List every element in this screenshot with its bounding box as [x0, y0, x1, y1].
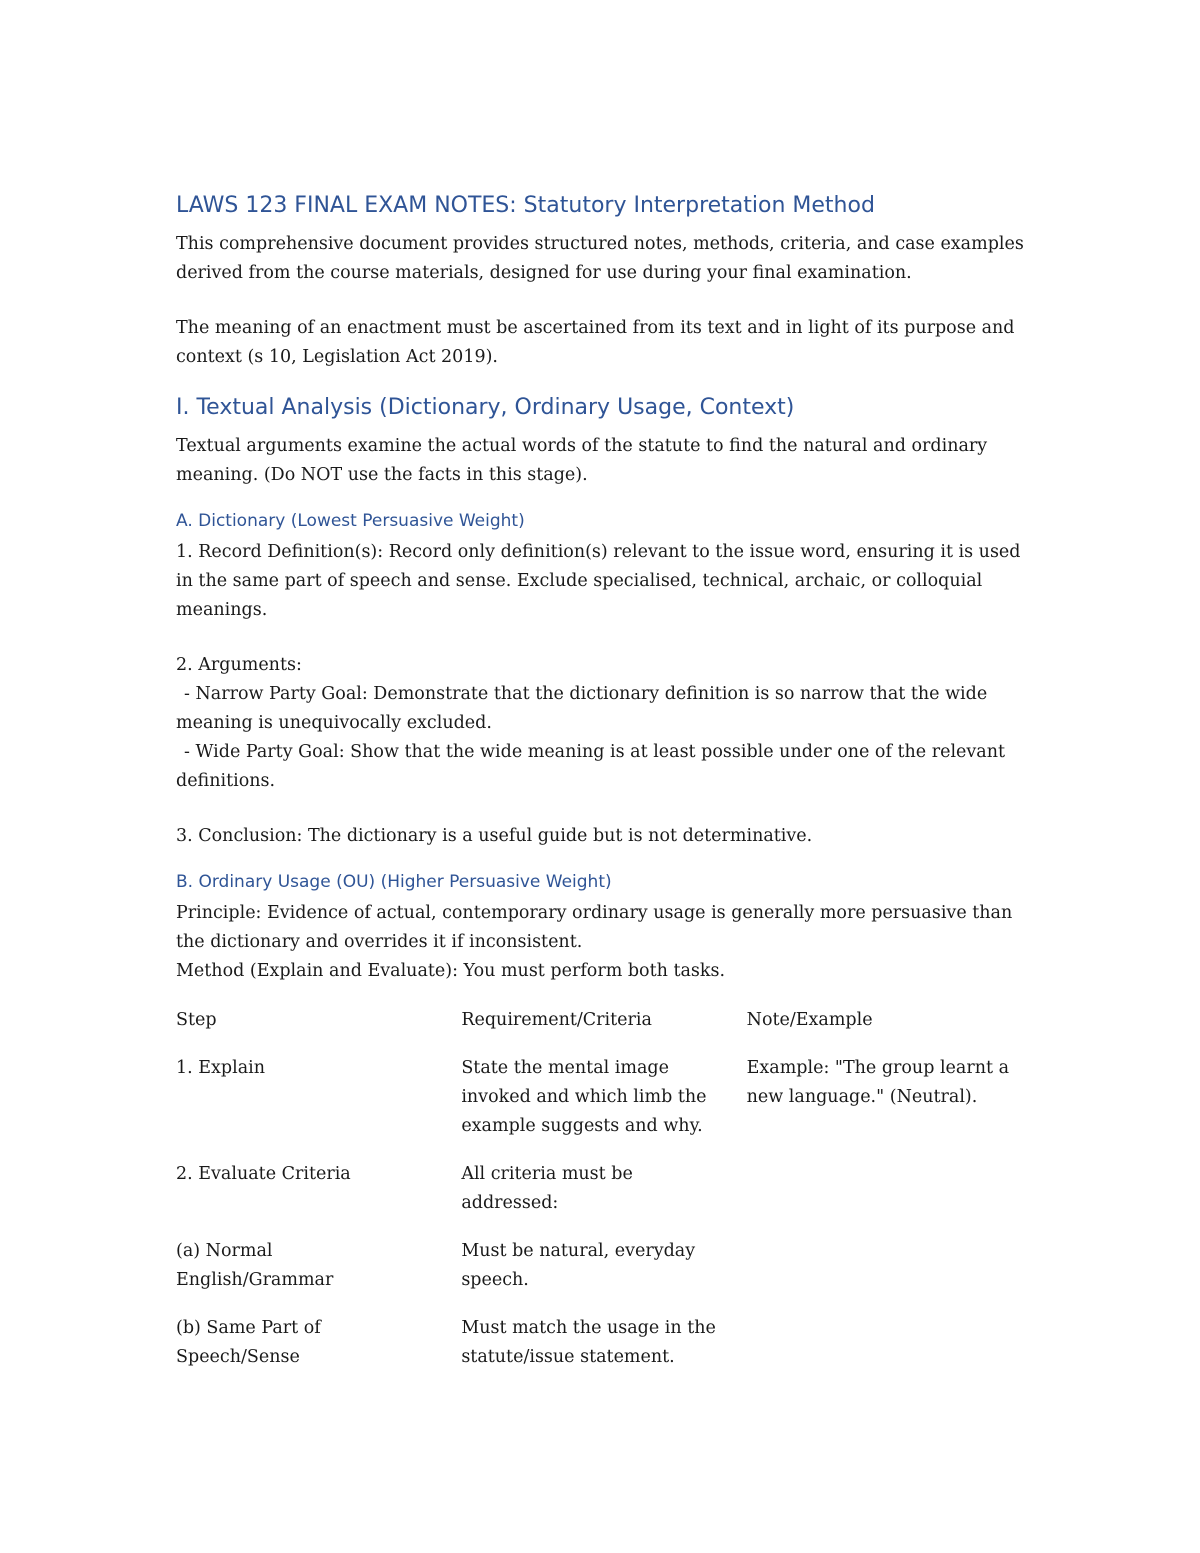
- table-row: [176, 1237, 1036, 1314]
- table-header-row: [176, 1006, 1036, 1054]
- table-cell-requirement: State the mental image invoked and which limb the example suggests and why.: [461, 1058, 707, 1136]
- table-cell-step: 1. Explain: [176, 1058, 266, 1078]
- column-header-note: Note/Example: [746, 1010, 873, 1030]
- document-page: [176, 190, 1036, 1391]
- subheading-dictionary: A. Dictionary (Lowest Persuasive Weight): [176, 511, 525, 531]
- column-header-requirement: Requirement/Criteria: [461, 1010, 652, 1030]
- table-cell-step: 2. Evaluate Criteria: [176, 1164, 351, 1184]
- dictionary-conclusion: 3. Conclusion: The dictionary is a useful guide but is not determinative.: [176, 826, 813, 846]
- narrow-party-goal: - Narrow Party Goal: Demonstrate that the dictionary definition is so narrow that the wide meaning is unequivocally excluded.: [176, 684, 988, 733]
- table-cell-step: (b) Same Part of Speech/Sense: [176, 1318, 321, 1367]
- table-cell-requirement: All criteria must be addressed:: [461, 1164, 633, 1213]
- wide-party-goal: - Wide Party Goal: Show that the wide meaning is at least possible under one of the relevant definitions.: [176, 742, 1006, 791]
- table-row: [176, 1314, 1036, 1391]
- document-title: LAWS 123 FINAL EXAM NOTES: Statutory Interpretation Method: [176, 193, 875, 218]
- intro-paragraph: This comprehensive document provides structured notes, methods, criteria, and case examples derived from the course materials, designed for use during your final examination.: [176, 234, 1024, 283]
- ou-principle: Principle: Evidence of actual, contemporary ordinary usage is generally more persuasive than the dictionary and overrides it if inconsistent.: [176, 903, 1013, 952]
- ou-method: Method (Explain and Evaluate): You must perform both tasks.: [176, 961, 726, 981]
- table-row: [176, 1054, 1036, 1160]
- section-intro-paragraph: Textual arguments examine the actual words of the statute to find the natural and ordinary meaning. (Do NOT use the facts in this stage).: [176, 436, 988, 485]
- table-cell-requirement: Must match the usage in the statute/issue statement.: [461, 1318, 716, 1367]
- principle-paragraph: The meaning of an enactment must be ascertained from its text and in light of its purpose and context (s 10, Legislation Act 2019).: [176, 318, 1015, 367]
- record-definitions-paragraph: 1. Record Definition(s): Record only definition(s) relevant to the issue word, ensuring it is used in the same part of speech and sense. Exclude specialised, technical, archaic, or colloquial meanings.: [176, 542, 1021, 620]
- table-cell-step: (a) Normal English/Grammar: [176, 1241, 334, 1290]
- table-row: [176, 1160, 1036, 1237]
- table-cell-note: Example: "The group learnt a new language." (Neutral).: [746, 1058, 1010, 1107]
- section-heading-textual-analysis: I. Textual Analysis (Dictionary, Ordinary Usage, Context): [176, 395, 795, 420]
- column-header-step: Step: [176, 1010, 217, 1030]
- table-cell-requirement: Must be natural, everyday speech.: [461, 1241, 696, 1290]
- ou-method-table: [176, 1006, 1036, 1391]
- subheading-ordinary-usage: B. Ordinary Usage (OU) (Higher Persuasive Weight): [176, 872, 612, 892]
- arguments-label: 2. Arguments:: [176, 655, 302, 675]
